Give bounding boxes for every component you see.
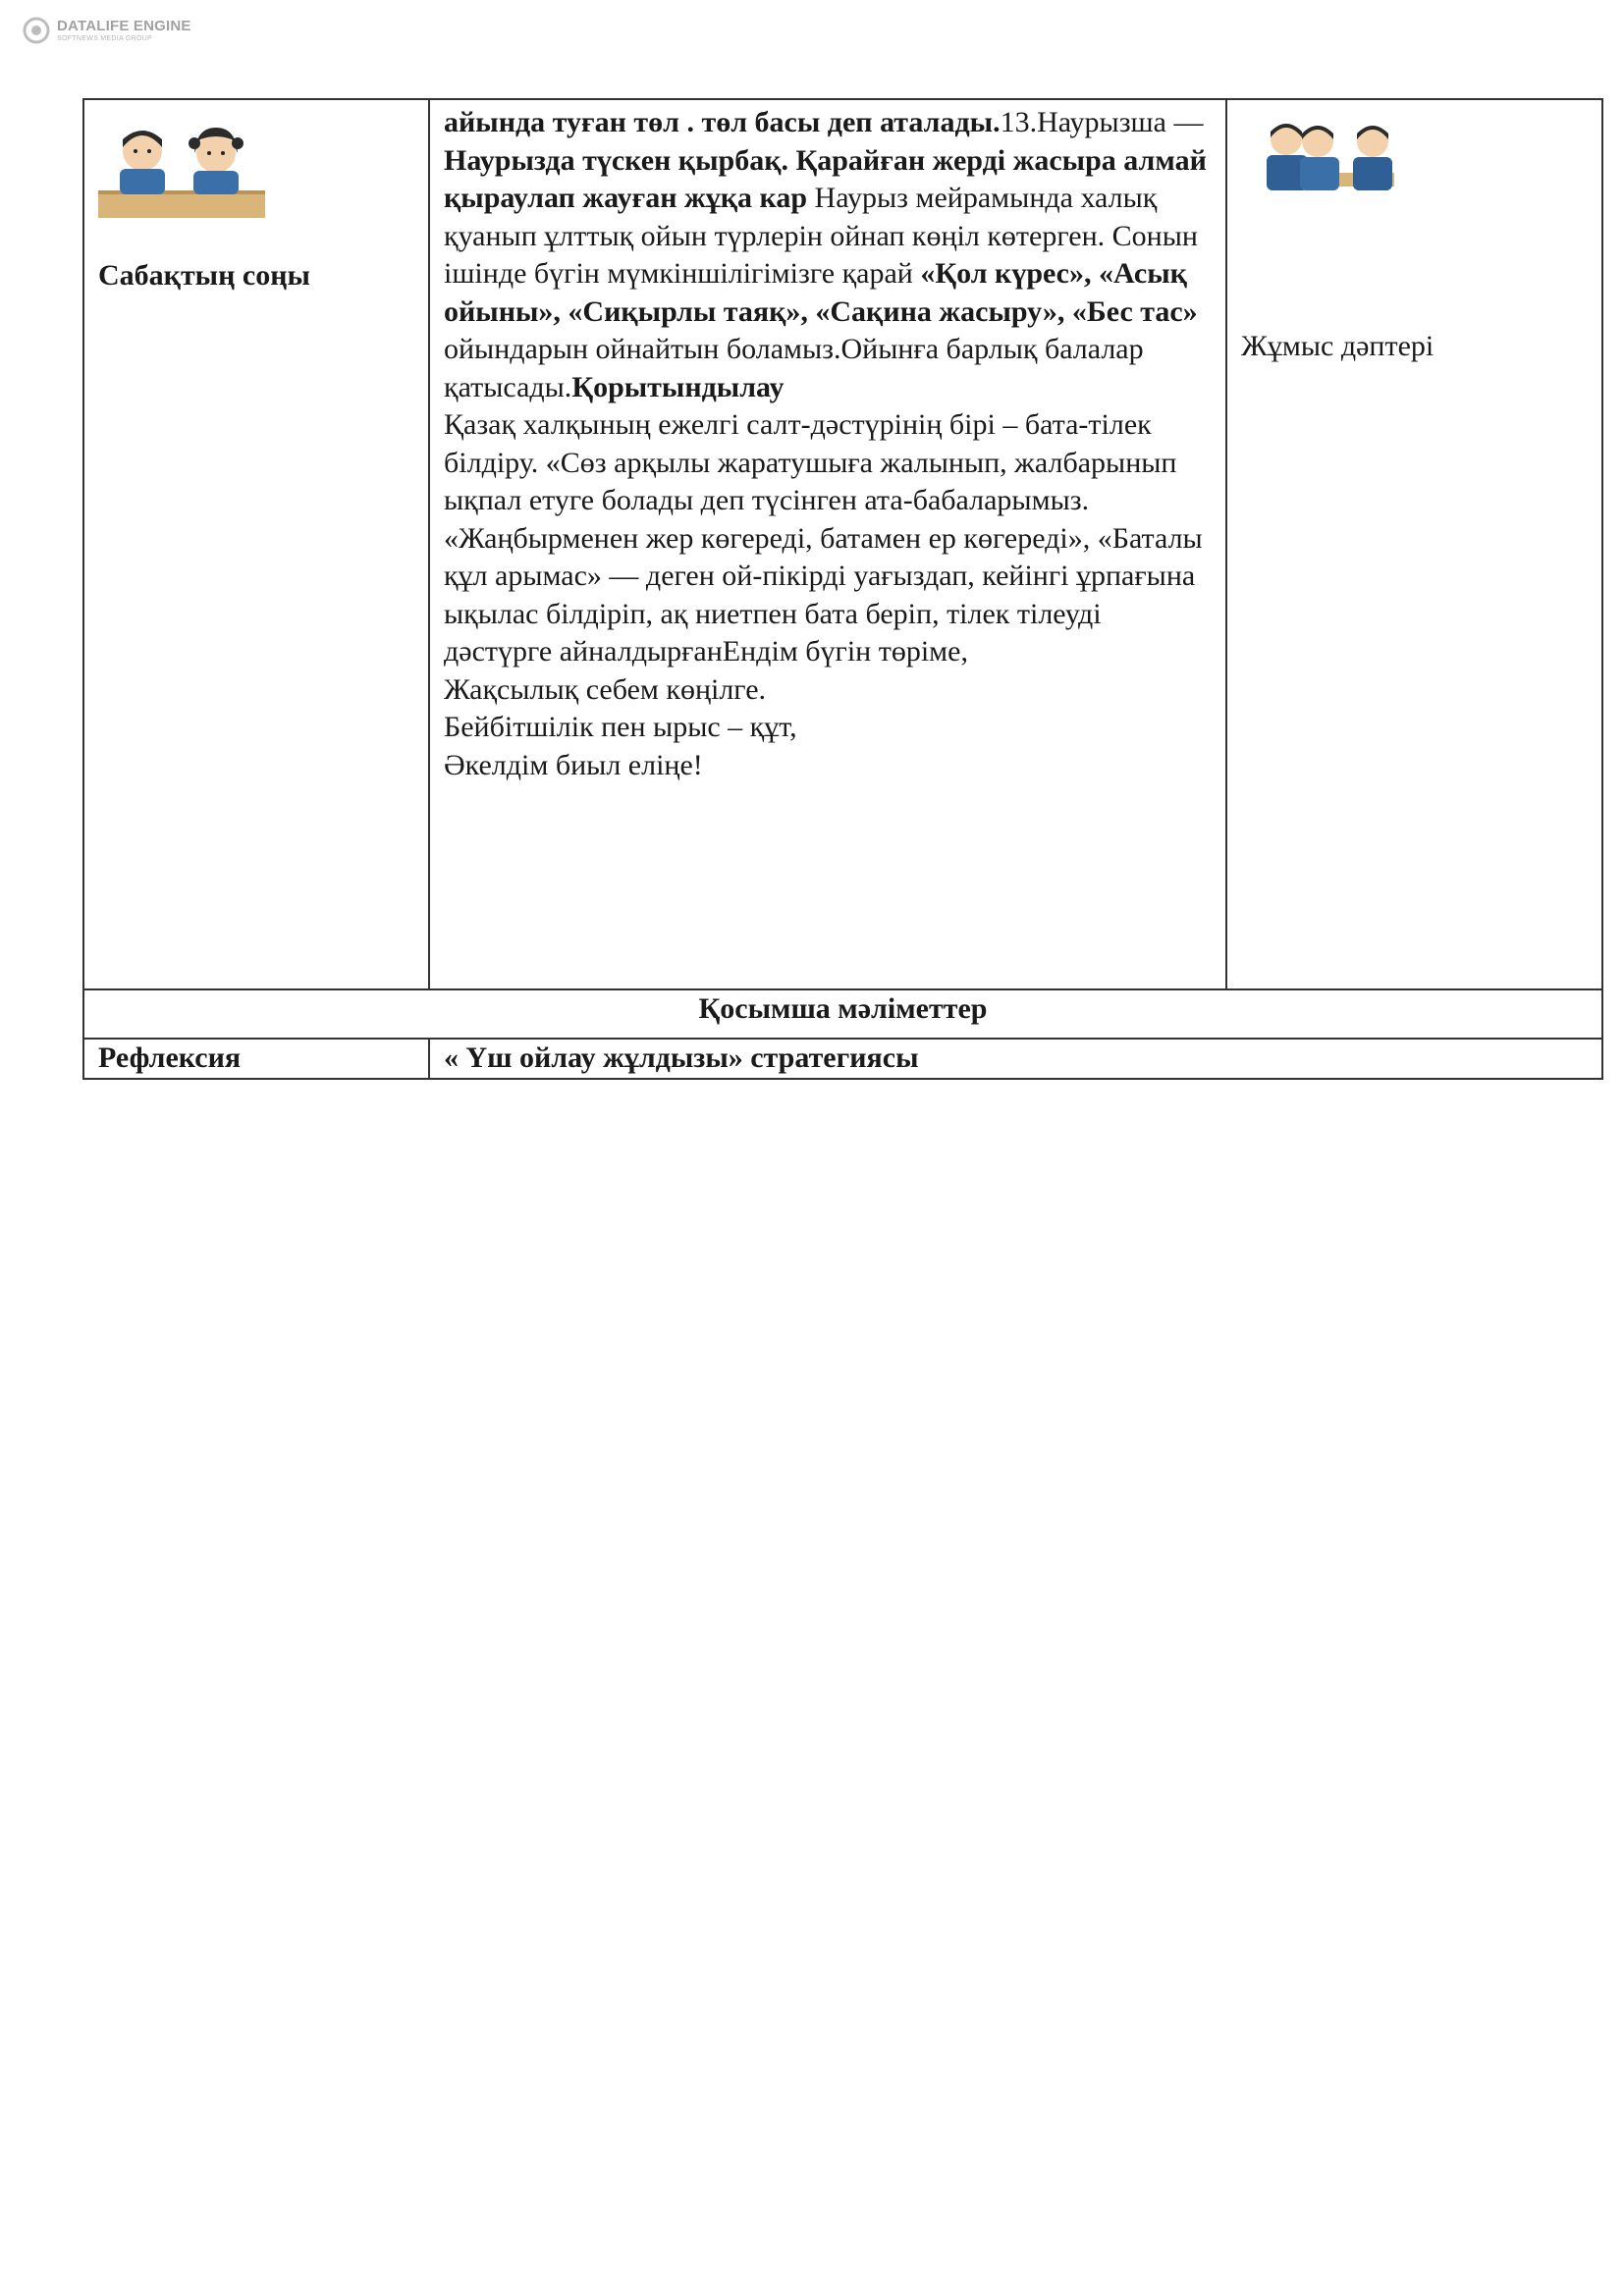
additional-info-row	[83, 989, 1602, 1039]
lesson-content-cell	[429, 99, 1226, 989]
content-line: Қазақ халқының ежелгі салт-дәстүрінің бірі – бата-тілек білдіру. «Сөз арқылы жаратушыға жалынып, жалбарынып ықпал етуге болады деп түсінген ата-бабаларымыз. «Жаңбырменен жер көгереді, батамен ер көгереді», «Баталы құл арымас» — деген ой-пікірді уағыздап, кейінгі ұрпағына ықылас білдіріп, ақ ниетпен бата беріп, тілек тілеуді дәстүрге айналдырғанЕндім бүгін төріме,	[444, 408, 1203, 667]
eye-logo-icon	[22, 16, 51, 45]
content-text-2: 13.Наурызша —	[1000, 106, 1204, 138]
content-bold-3: Наурызда түскен қырбақ. Қарайған жерді жасыра алмай қыраулап жауған жұқа кар	[444, 143, 1207, 214]
pupils-at-desk-illustration	[1257, 112, 1404, 205]
lesson-plan-table	[82, 98, 1603, 1080]
watermark	[22, 16, 191, 45]
content-paragraph	[444, 104, 1212, 406]
lesson-end-row	[83, 99, 1602, 989]
workbook-label: Жұмыс дәптері	[1241, 330, 1435, 362]
content-summary-heading: Қорытындылау	[571, 370, 785, 403]
reflection-label: Рефлексия	[83, 1039, 429, 1079]
additional-info-heading: Қосымша мәліметтер	[83, 989, 1602, 1039]
content-text-6: ойындарын ойнайтын боламыз.Ойынға барлық балалар қатысады.	[444, 333, 1144, 403]
content-bold-1: айында туған төл . төл басы деп аталады.	[444, 106, 1001, 138]
reflection-row	[83, 1039, 1602, 1079]
content-text-4: Наурыз мейрамында халық қуанып ұлттық ойын түрлерін ойнап көңіл көтерген. Сонын ішінде бүгін мүмкіншілігімізге қарай	[444, 182, 1198, 290]
stage-label: Сабақтың соңы	[98, 259, 310, 292]
reflection-strategy: « Үш ойлау жұлдызы» стратегиясы	[429, 1039, 1602, 1079]
watermark-name: DATALIFE ENGINE	[57, 18, 191, 34]
content-line: Бейбітшілік пен ырыс – құт,	[444, 711, 797, 743]
resources-cell	[1226, 99, 1602, 989]
two-pupils-illustration	[98, 114, 265, 222]
content-bold-games: «Қол күрес», «Асық ойыны», «Сиқырлы таяқ», «Сақина жасыру», «Бес тас»	[444, 257, 1198, 328]
watermark-sub: SOFTNEWS MEDIA GROUP	[57, 35, 153, 42]
content-line: Жақсылық себем көңілге.	[444, 672, 767, 706]
content-line: Әкелдім биыл еліңе!	[444, 748, 703, 781]
stage-cell	[83, 99, 429, 989]
